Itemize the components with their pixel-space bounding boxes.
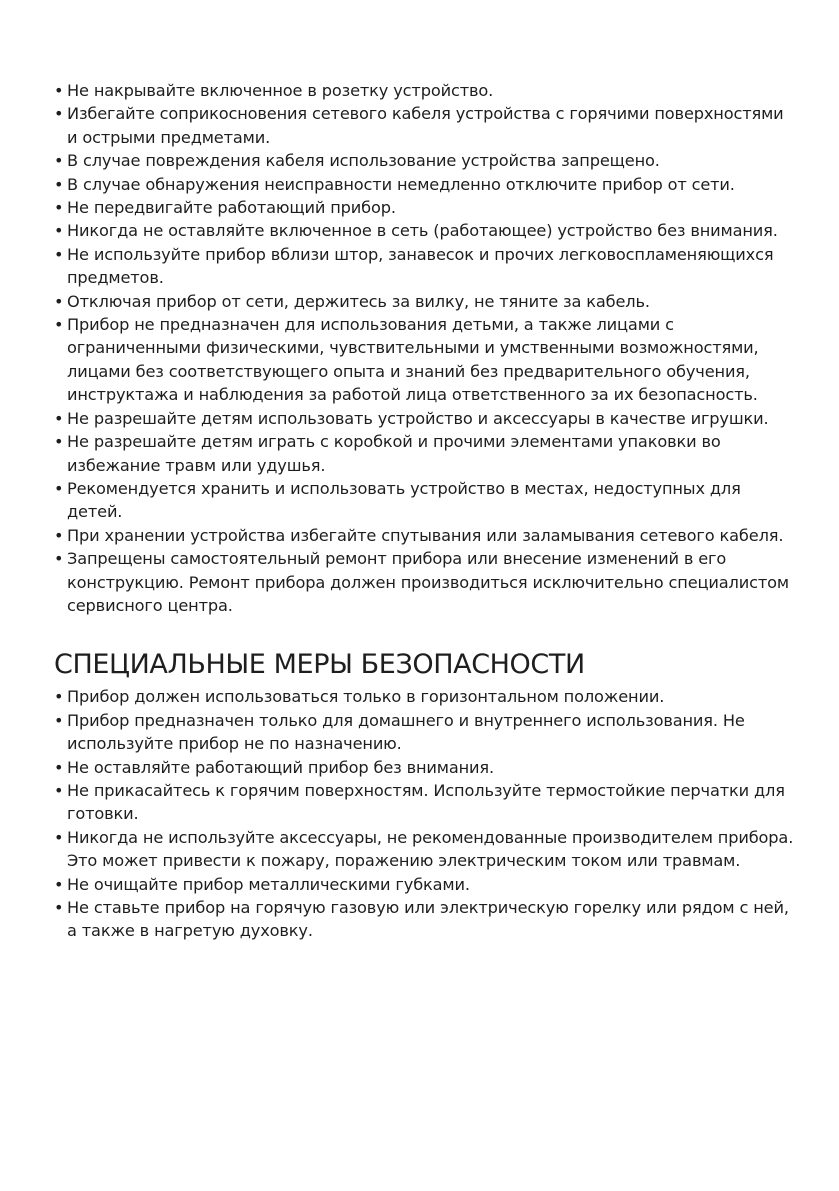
list-item: • Избегайте соприкосновения сетевого кабеля устройства с горячими поверхностями и острыми предметами. [54,102,794,149]
document-page [54,79,794,943]
list-item: • Никогда не оставляйте включенное в сеть (работающее) устройство без внимания. [54,219,794,242]
list-item: • Никогда не используйте аксессуары, не рекомендованные производителем прибора. Это может привести к пожару, поражению электрическим током или травмам. [54,826,794,873]
list-item: • В случае обнаружения неисправности немедленно отключите прибор от сети. [54,173,794,196]
list-item: • Не оставляйте работающий прибор без внимания. [54,756,794,779]
list-item: • Не разрешайте детям использовать устройство и аксессуары в качестве игрушки. [54,407,794,430]
list-item: • Не передвигайте работающий прибор. [54,196,794,219]
list-item: • Прибор не предназначен для использования детьми, а также лицами с ограниченными физическими, чувствительными и умственными возможностями, лицами без соответствующего опыта и знаний без предварительного обучения, инструктажа и наблюдения за работой лица ответственного за их безопасность. [54,313,794,407]
list-item: • Не очищайте прибор металлическими губками. [54,873,794,896]
list-item: • Запрещены самостоятельный ремонт прибора или внесение изменений в его конструкцию. Ремонт прибора должен производиться исключительно специалистом сервисного центра. [54,547,794,617]
list-item: • Не прикасайтесь к горячим поверхностям. Используйте термостойкие перчатки для готовки. [54,779,794,826]
list-item: • Не накрывайте включенное в розетку устройство. [54,79,794,102]
list-item: • Отключая прибор от сети, держитесь за вилку, не тяните за кабель. [54,290,794,313]
list-item: • При хранении устройства избегайте спутывания или заламывания сетевого кабеля. [54,524,794,547]
list-item: • Прибор должен использоваться только в горизонтальном положении. [54,685,794,708]
general-safety-list [54,79,794,617]
list-item: • Прибор предназначен только для домашнего и внутреннего использования. Не используйте прибор не по назначению. [54,709,794,756]
list-item: • Рекомендуется хранить и использовать устройство в местах, недоступных для детей. [54,477,794,524]
list-item: • Не используйте прибор вблизи штор, занавесок и прочих легковоспламеняющихся предметов. [54,243,794,290]
special-safety-heading: СПЕЦИАЛЬНЫЕ МЕРЫ БЕЗОПАСНОСТИ [54,649,585,681]
list-item: • В случае повреждения кабеля использование устройства запрещено. [54,149,794,172]
list-item: • Не разрешайте детям играть с коробкой и прочими элементами упаковки во избежание травм или удушья. [54,430,794,477]
list-item: • Не ставьте прибор на горячую газовую или электрическую горелку или рядом с ней, а также в нагретую духовку. [54,896,794,943]
special-safety-list [54,685,794,942]
